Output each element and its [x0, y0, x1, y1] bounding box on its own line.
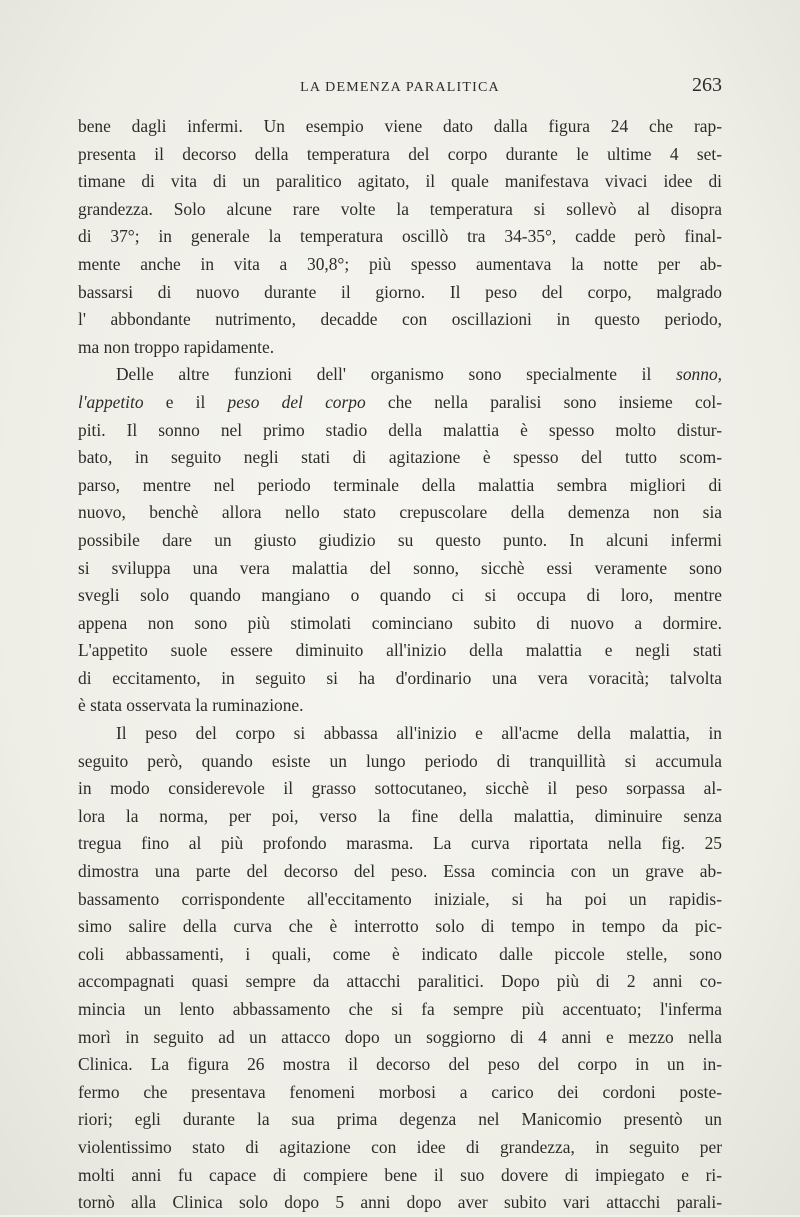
text-line: di 37°; in generale la temperatura oscillò tra 34-35°, cadde però final-	[78, 226, 722, 247]
text-line: bassamento corrispondente all'eccitamento iniziale, si ha poi un rapidis-	[78, 888, 722, 909]
text-line: ma non troppo rapidamente.	[78, 336, 275, 357]
text-line: mente anche in vita a 30,8°; più spesso aumentava la notte per ab-	[78, 253, 722, 274]
text-line: Clinica. La figura 26 mostra il decorso del peso del corpo in un in-	[78, 1054, 722, 1075]
text-line: di eccitamento, in seguito si ha d'ordinario una vera voracità; talvolta	[78, 667, 722, 688]
text-line: lora la norma, per poi, verso la fine della malattia, diminuire senza	[78, 805, 722, 826]
text-segment: Delle altre funzioni dell' organismo sono specialmente il	[116, 364, 677, 385]
emphasis-appetito: l'appetito	[78, 391, 144, 412]
text-line: coli abbassamenti, i quali, come è indicato dalle piccole stelle, sono	[78, 943, 722, 964]
text-line: l' abbondante nutrimento, decadde con oscillazioni in questo periodo,	[78, 309, 722, 330]
text-line: tregua fino al più profondo marasma. La curva riportata nella fig. 25	[78, 833, 722, 854]
text-line: possibile dare un giusto giudizio su questo punto. In alcuni infermi	[78, 529, 722, 550]
text-line: bassarsi di nuovo durante il giorno. Il peso del corpo, malgrado	[78, 281, 722, 302]
text-segment: che nella paralisi sono insieme col-	[365, 391, 722, 412]
text-line: molti anni fu capace di compiere bene il suo dovere di impiegato e ri-	[78, 1164, 722, 1185]
text-line: in modo considerevole il grasso sottocutaneo, sicchè il peso sorpassa al-	[78, 778, 722, 799]
text-line: timane di vita di un paralitico agitato, il quale manifestava vivaci idee di	[78, 171, 722, 192]
emphasis-sonno: sonno,	[676, 364, 722, 385]
text-line: nuovo, benchè allora nello stato crepuscolare della demenza non sia	[78, 502, 722, 523]
text-line: tornò alla Clinica solo dopo 5 anni dopo aver subito vari attacchi parali-	[78, 1192, 722, 1213]
text-line	[78, 389, 722, 417]
text-line: simo salire della curva che è interrotto solo di tempo in tempo da pic-	[78, 916, 722, 937]
text-line: si sviluppa una vera malattia del sonno, sicchè essi veramente sono	[78, 557, 722, 578]
text-line: parso, mentre nel periodo terminale della malattia sembra migliori di	[78, 474, 722, 495]
text-line: riori; egli durante la sua prima degenza nel Manicomio presentò un	[78, 1109, 722, 1130]
text-line: bene dagli infermi. Un esempio viene dato dalla figura 24 che rap-	[78, 116, 722, 136]
text-line: morì in seguito ad un attacco dopo un soggiorno di 4 anni e mezzo nella	[78, 1026, 722, 1047]
text-line: L'appetito suole essere diminuito all'inizio della malattia e negli stati	[78, 640, 722, 661]
text-line: svegli solo quando mangiano o quando ci si occupa di loro, mentre	[78, 585, 722, 606]
text-line: appena non sono più stimolati cominciano subito di nuovo a dormire.	[78, 612, 722, 633]
running-head: LA DEMENZA PARALITICA	[300, 80, 500, 95]
text-line: è stata osservata la ruminazione.	[78, 695, 304, 716]
text-line: violentissimo stato di agitazione con idee di grandezza, in seguito per	[78, 1136, 722, 1157]
page-number: 263	[692, 74, 722, 96]
text-line: mincia un lento abbassamento che si fa sempre più accentuato; l'inferma	[78, 999, 722, 1019]
body-text	[78, 113, 722, 1217]
text-line: grandezza. Solo alcune rare volte la temperatura si sollevò al disopra	[78, 198, 722, 219]
text-line: presenta il decorso della temperatura del corpo durante le ultime 4 set-	[78, 143, 722, 164]
text-line: fermo che presentava fenomeni morbosi a carico dei cordoni poste-	[78, 1081, 722, 1102]
text-line: piti. Il sonno nel primo stadio della malattia è spesso molto distur-	[78, 419, 722, 440]
text-line: accompagnati quasi sempre da attacchi paralitici. Dopo più di 2 anni co-	[78, 971, 722, 992]
page-header	[78, 74, 722, 102]
text-line: seguito però, quando esiste un lungo periodo di tranquillità si accumula	[78, 750, 722, 771]
emphasis-peso-del-corpo: peso del corpo	[227, 391, 366, 412]
text-line: dimostra una parte del decorso del peso. Essa comincia con un grave ab-	[78, 861, 722, 882]
text-segment: e il	[143, 391, 228, 412]
text-line: bato, in seguito negli stati di agitazione è spesso del tutto scom-	[78, 447, 722, 468]
text-line	[78, 361, 722, 389]
text-line: Il peso del corpo si abbassa all'inizio e all'acme della malattia, in	[116, 723, 722, 744]
